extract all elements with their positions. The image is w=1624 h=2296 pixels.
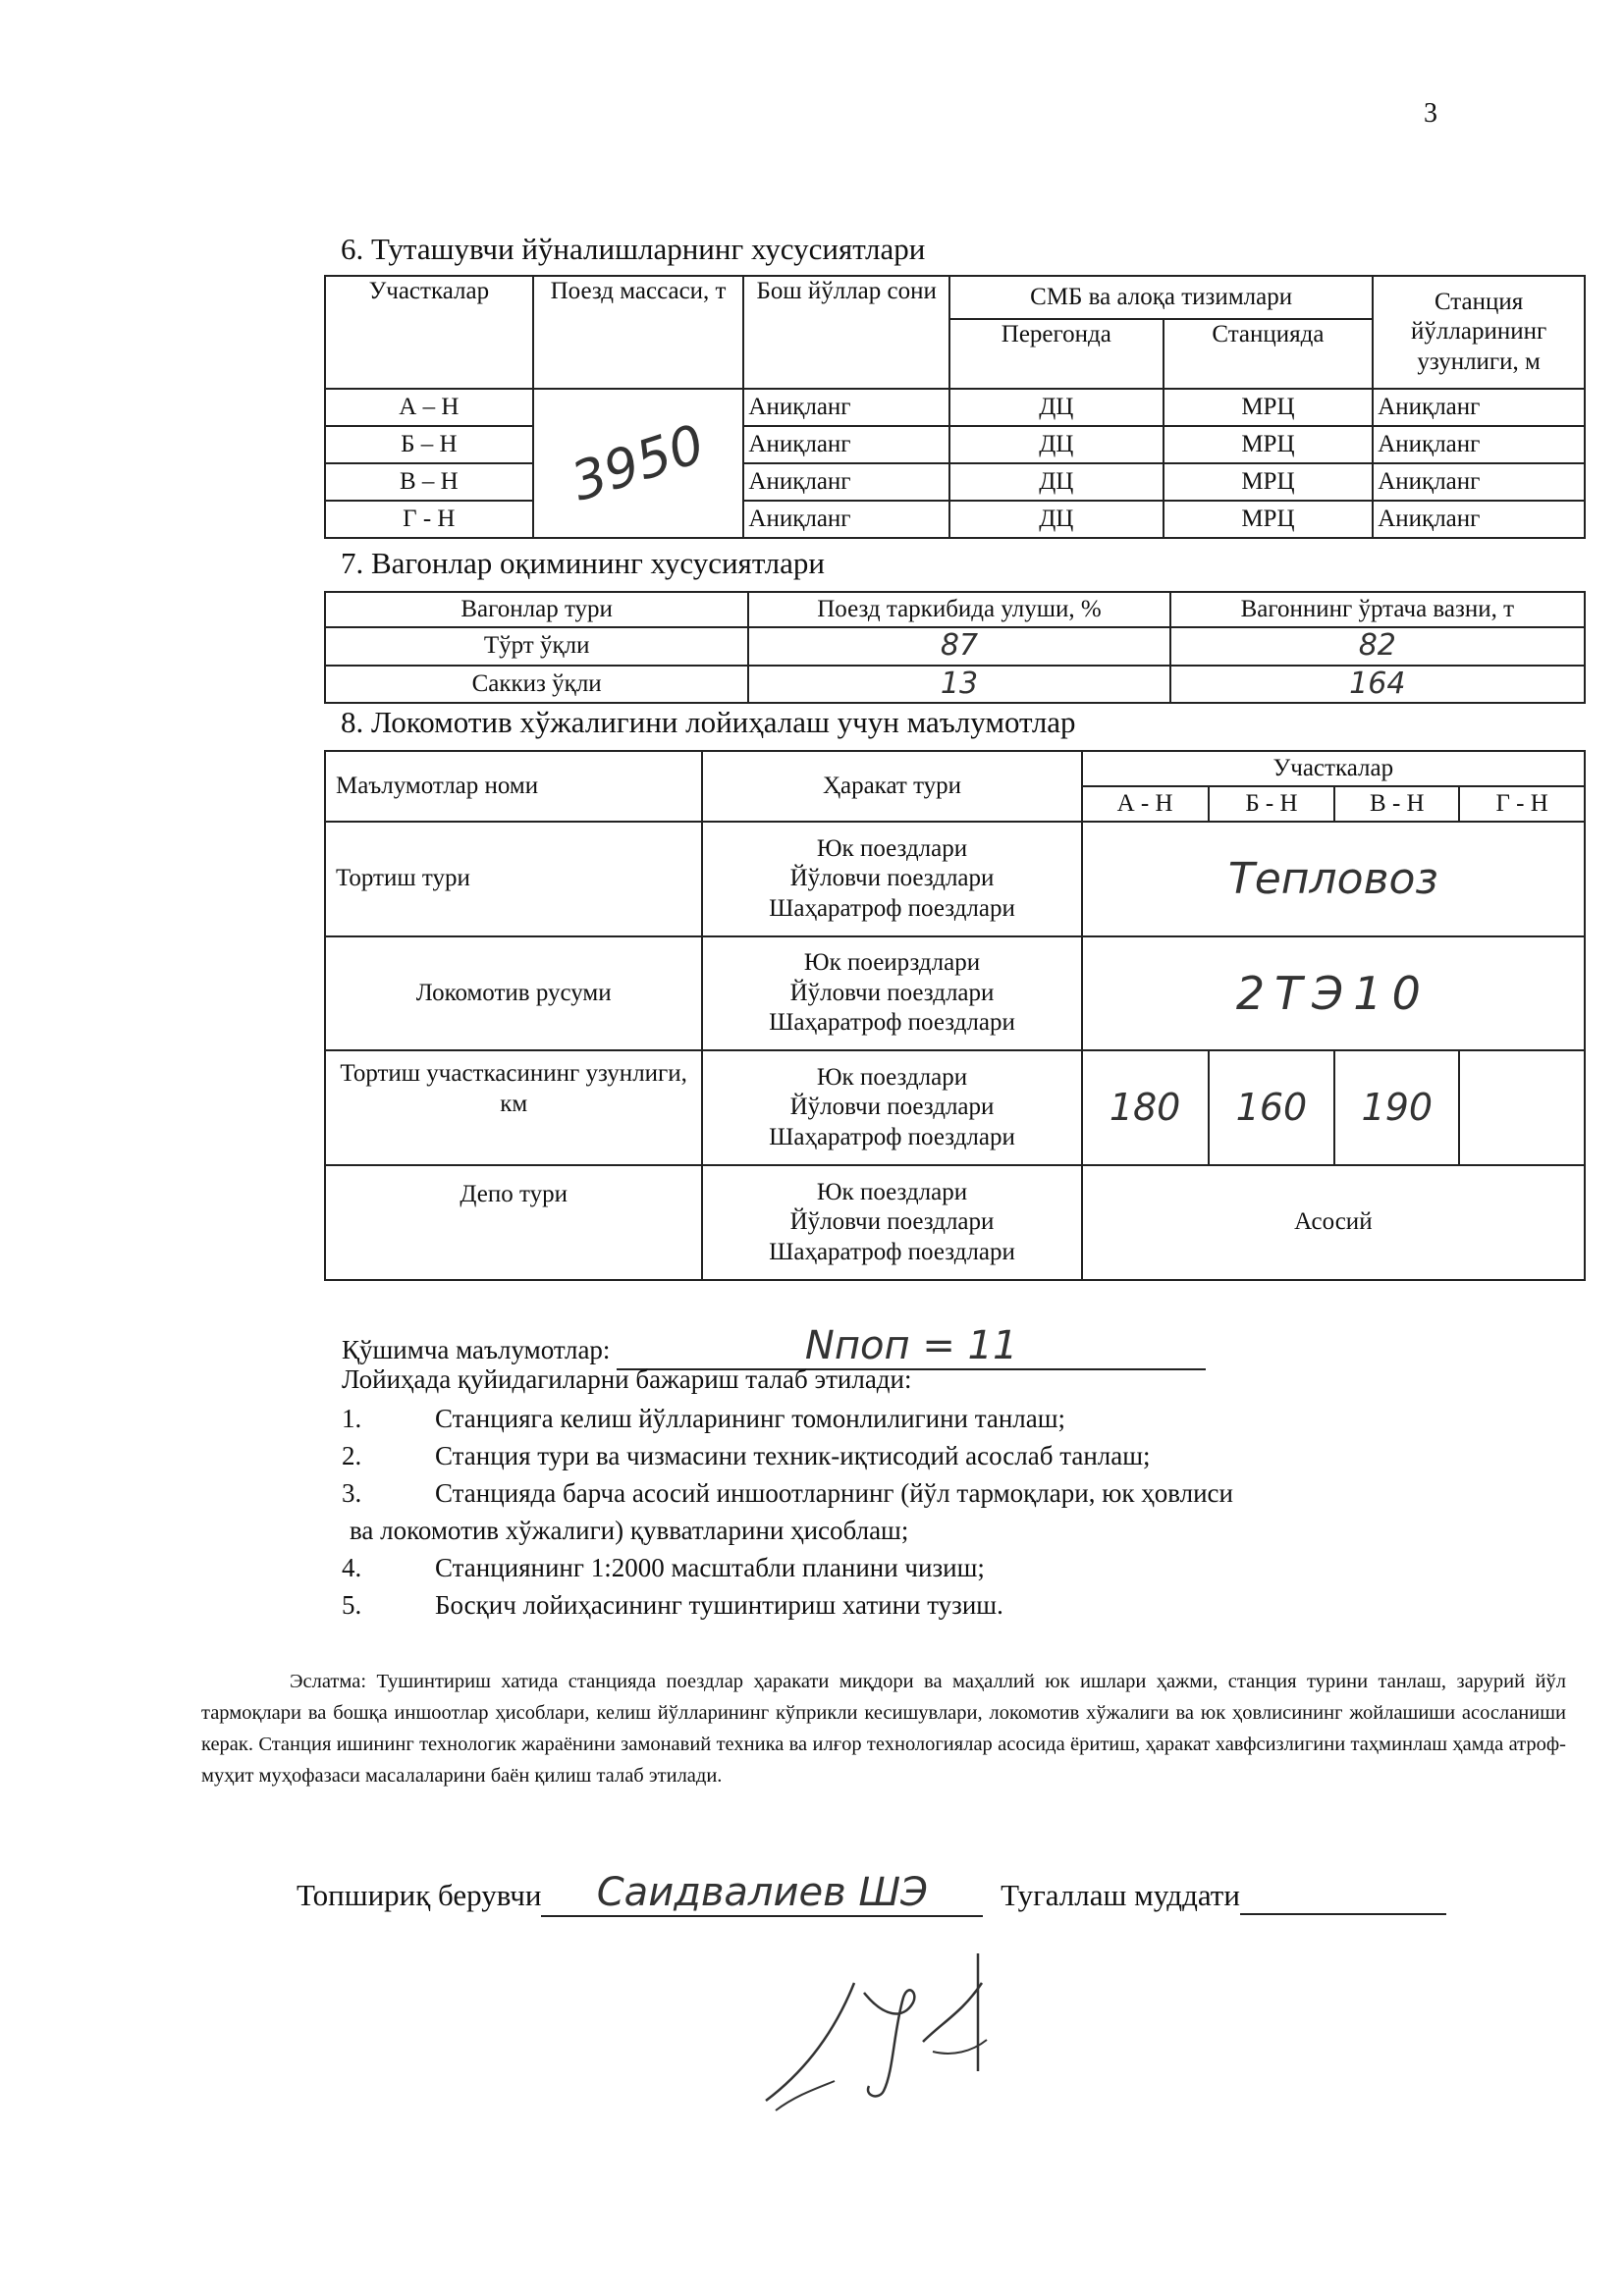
movement-passenger: Йўловчи поездлари [789, 865, 995, 892]
row-length: Аниқланг [1373, 463, 1585, 501]
row-section: В – Н [325, 463, 533, 501]
movement-types [702, 1165, 1081, 1280]
wagon-share-handwritten: 87 [748, 627, 1169, 666]
movement-suburban: Шаҳаратроф поездлари [769, 894, 1015, 922]
row-length: Аниқланг [1373, 389, 1585, 426]
task-text: Станцияга келиш йўлларининг томонлилигини танлаш; [435, 1404, 1066, 1433]
traction-type-label: Тортиш тури [325, 822, 702, 936]
depot-type-label: Депо тури [325, 1165, 702, 1280]
section8-title: 8. Локомотив хўжалигини лойиҳалаш учун маълумотлар [341, 705, 1076, 739]
extra-info-label: Қўшимча маълумотлар: [342, 1335, 611, 1364]
row-tracks: Аниқланг [743, 463, 949, 501]
extra-info-handwritten: Nпоп = 11 [804, 1323, 1018, 1368]
task-item [342, 1478, 1233, 1516]
header-peregon: Перегонда [949, 319, 1164, 389]
header-sections: Участкалар [1082, 751, 1585, 786]
task-number: 4. [342, 1553, 362, 1582]
header-wagon-type: Вагонлар тури [325, 592, 748, 627]
section7-title: 7. Вагонлар оқимининг хусусиятлари [341, 546, 825, 580]
row-station: МРЦ [1164, 463, 1374, 501]
locomotive-model-handwritten: 2ТЭ10 [1082, 936, 1585, 1050]
header-station: Станцияда [1164, 319, 1374, 389]
task-item [342, 1553, 1233, 1590]
task-item [342, 1404, 1233, 1441]
movement-types [702, 936, 1081, 1050]
row-tracks: Аниқланг [743, 389, 949, 426]
row-section: Б – Н [325, 426, 533, 463]
task-number: 5. [342, 1590, 362, 1620]
movement-types [702, 822, 1081, 936]
wagon-weight-handwritten: 164 [1170, 666, 1585, 704]
note-paragraph: Эслатма: Тушинтириш хатида станцияда поездлар ҳаракати миқдори ва маҳаллий юк ишлари ҳажми, станция турини танлаш, зарурий йўл тармоқлари ва бошқа иншоотлар ҳисоблари, келиш йўлларининг кўприкли кесишувлари, локомотив хўжалиги ва юк ҳовлисининг жойлашиши асосланиши керак. Станция ишининг технологик жараёнини замонавий техника ва илғор технологиялар асосида ёритиш, ҳаракат хавфсизлигини таҳминлаш ҳамда атроф-муҳит муҳофазаси масалаларини баён қилиш талаб этилади. [201, 1671, 1566, 1787]
row-peregon: ДЦ [949, 389, 1164, 426]
row-length: Аниқланг [1373, 501, 1585, 538]
section-col-v: В - Н [1334, 786, 1459, 822]
issuer-label: Топшириқ берувчи [297, 1878, 542, 1912]
locomotive-model-label: Локомотив русуми [325, 936, 702, 1050]
movement-freight: Юк поеирздлари [803, 949, 981, 977]
task-text: ва локомотив хўжалиги) қувватларини ҳисоблаш; [350, 1516, 909, 1545]
task-item [342, 1590, 1233, 1628]
extra-info-blank [617, 1323, 1206, 1370]
wagon-share-handwritten: 13 [748, 666, 1169, 704]
tasks-intro: Лойиҳада қуйидагиларни бажариш талаб этилади: [342, 1364, 912, 1394]
extra-info [342, 1323, 1206, 1370]
header-station-length: Станция йўлларининг узунлиги, м [1373, 276, 1585, 389]
task-number: 1. [342, 1404, 362, 1433]
row-tracks: Аниқланг [743, 426, 949, 463]
movement-suburban: Шаҳаратроф поездлари [769, 1238, 1015, 1265]
wagon-type: Тўрт ўқли [325, 627, 748, 666]
row-section: А – Н [325, 389, 533, 426]
movement-passenger: Йўловчи поездлари [789, 979, 995, 1006]
page-number: 3 [1424, 98, 1437, 129]
row-station: МРЦ [1164, 501, 1374, 538]
task-number: 3. [342, 1478, 362, 1508]
train-mass-handwritten: 3950 [564, 412, 712, 513]
length-v-handwritten: 190 [1334, 1050, 1459, 1165]
movement-suburban: Шаҳаратроф поездлари [769, 1009, 1015, 1037]
task-item-continued [342, 1516, 1233, 1553]
task-text: Станциянинг 1:2000 масштабли планини чизиш; [435, 1553, 985, 1582]
traction-type-handwritten: Тепловоз [1082, 822, 1585, 936]
task-text: Босқич лойиҳасининг тушинтириш хатини тузиш. [435, 1590, 1003, 1620]
row-station: МРЦ [1164, 389, 1374, 426]
traction-length-label: Тортиш участкасининг узунлиги, км [325, 1050, 702, 1165]
deadline-blank [1240, 1878, 1446, 1915]
issuer-blank [541, 1870, 983, 1917]
movement-suburban: Шаҳаратроф поездлари [769, 1123, 1015, 1150]
length-b-handwritten: 160 [1209, 1050, 1335, 1165]
signature-scribble [746, 1924, 1041, 2120]
movement-passenger: Йўловчи поездлари [789, 1208, 995, 1236]
row-peregon: ДЦ [949, 426, 1164, 463]
section8-table [324, 750, 1586, 1281]
row-section: Г - Н [325, 501, 533, 538]
movement-passenger: Йўловчи поездлари [789, 1094, 995, 1121]
task-text: Станция тури ва чизмасини техник-иқтисодий асослаб танлаш; [435, 1441, 1151, 1470]
header-main-tracks: Бош йўллар сони [743, 276, 949, 389]
length-a-handwritten: 180 [1082, 1050, 1209, 1165]
header-share: Поезд таркибида улуши, % [748, 592, 1169, 627]
section7-table [324, 591, 1586, 704]
header-movement-type: Ҳаракат тури [702, 751, 1081, 822]
task-item [342, 1441, 1233, 1478]
header-weight: Вагоннинг ўртача вазни, т [1170, 592, 1585, 627]
depot-type-value: Асосий [1082, 1165, 1585, 1280]
header-smb: СМБ ва алоқа тизимлари [949, 276, 1373, 319]
deadline-label: Тугаллаш муддати [1001, 1878, 1240, 1912]
movement-freight: Юк поездлари [816, 1178, 968, 1205]
row-peregon: ДЦ [949, 501, 1164, 538]
section-col-g: Г - Н [1459, 786, 1585, 822]
row-tracks: Аниқланг [743, 501, 949, 538]
section6-table [324, 275, 1586, 539]
task-list [342, 1404, 1233, 1628]
task-text: Станцияда барча асосий иншоотларнинг (йўл тармоқлари, юк ҳовлиси [435, 1478, 1233, 1508]
issuer-signature: Саидвалиев ШЭ [596, 1870, 929, 1915]
header-train-mass: Поезд массаси, т [533, 276, 744, 389]
row-peregon: ДЦ [949, 463, 1164, 501]
movement-freight: Юк поездлари [816, 834, 968, 862]
movement-freight: Юк поездлари [816, 1063, 968, 1091]
task-number: 2. [342, 1441, 362, 1470]
footer [297, 1870, 1446, 1917]
wagon-type: Саккиз ўқли [325, 666, 748, 704]
train-mass-cell [533, 389, 744, 538]
section-col-b: Б - Н [1209, 786, 1335, 822]
section6-title: 6. Туташувчи йўналишларнинг хусусиятлари [341, 232, 926, 266]
section-col-a: А - Н [1082, 786, 1209, 822]
header-sections: Участкалар [325, 276, 533, 389]
length-g [1459, 1050, 1585, 1165]
row-length: Аниқланг [1373, 426, 1585, 463]
wagon-weight-handwritten: 82 [1170, 627, 1585, 666]
movement-types [702, 1050, 1081, 1165]
header-data-name: Маълумотлар номи [325, 751, 702, 822]
row-station: МРЦ [1164, 426, 1374, 463]
